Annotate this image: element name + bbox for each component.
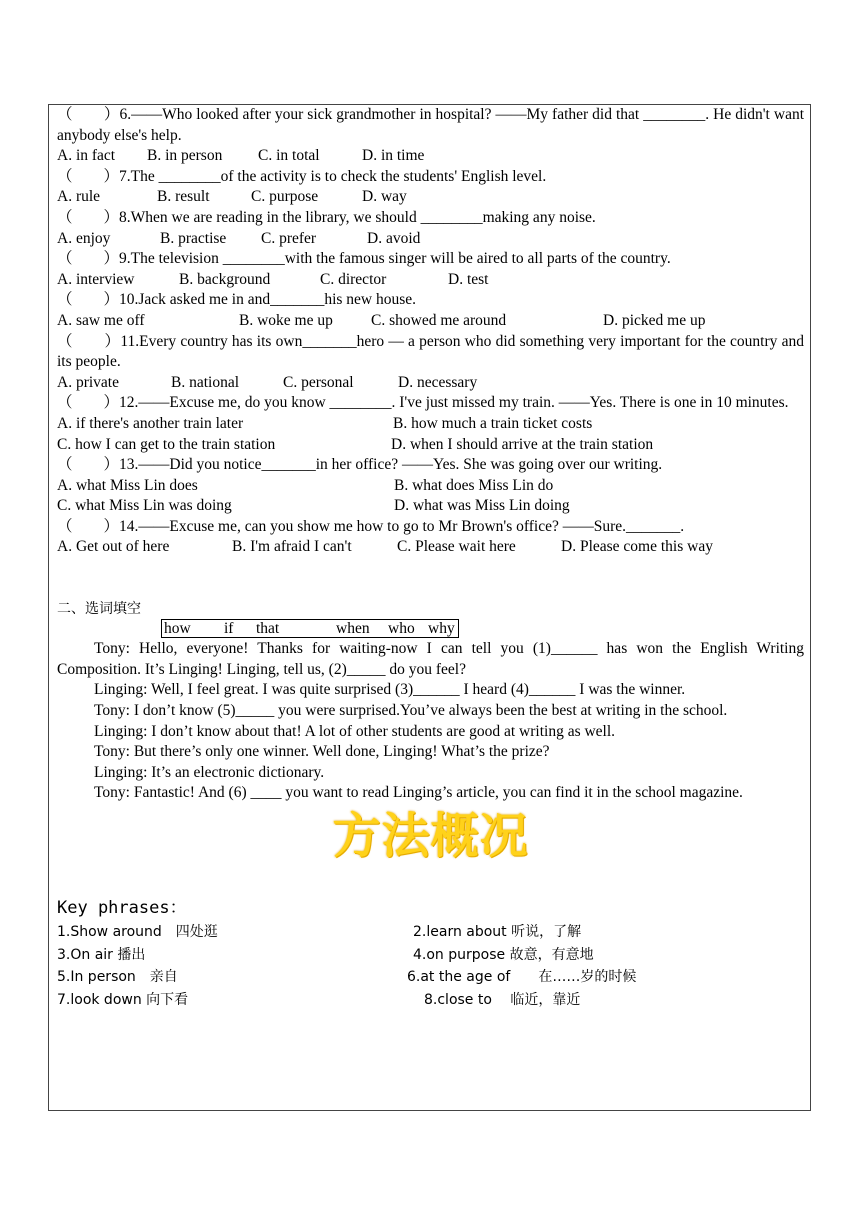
option-c: C. what Miss Lin was doing [57,497,232,515]
question-7-options [57,187,804,208]
key-phrase-row [57,945,804,968]
option-c: C. purpose [251,188,319,206]
key-phrase: 1.Show around 四处逛 [57,924,218,940]
section-title: 二、选词填空 [57,600,141,617]
question-11-options [57,373,804,394]
key-phrase-row [57,967,804,990]
word-that: that [256,619,280,637]
question-12: （ ）12.——Excuse me, do you know ________. I've just missed my train. ——Yes. There is one in 10 minutes. [57,394,789,412]
key-phrase-row [57,922,804,945]
question-13 [57,455,804,476]
dialogue-line-6: Linging: It’s an electronic dictionary. [94,763,325,781]
option-c: C. personal [283,373,354,391]
dialogue-line-3: Tony: I don’t know (5)_____ you were surprised.You’ve always been the best at writing in the school. [94,702,728,720]
option-c: C. how I can get to the train station [57,435,276,453]
key-phrase: 4.on purpose 故意，有意地 [413,946,594,963]
option-d: D. necessary [398,373,478,391]
question-8-options [57,229,804,250]
question-8-text: （ ）8.When we are reading in the library, we should ________making any noise. [57,208,596,226]
option-c: C. prefer [261,229,317,247]
question-13-text: （ ）13.——Did you notice_______in her office? ——Yes. She was going over our writing. [57,456,663,474]
key-phrase-row [57,990,804,1013]
option-b: B. background [179,270,271,288]
key-phrase: 3.On air 播出 [57,946,146,963]
word-who: who [388,619,415,637]
question-9-options [57,270,804,291]
option-d: D. in time [362,147,425,165]
option-c: C. Please wait here [397,538,516,556]
option-d: D. test [448,270,489,288]
dialogue-line-7: Tony: Fantastic! And (6) ____ you want to read Linging’s article, you can find it in the school magazine. [94,784,743,802]
question-13-options-cd [57,496,804,517]
option-a: A. Get out of here [57,538,170,556]
option-b: B. national [171,373,240,391]
option-b: B. what does Miss Lin do [394,476,554,494]
question-6-options [57,146,804,167]
option-a: A. interview [57,270,135,288]
question-9-text: （ ）9.The television ________with the famous singer will be aired to all parts of the country. [57,250,671,268]
dialogue-line-5: Tony: But there’s only one winner. Well done, Linging! What’s the prize? [94,743,550,761]
option-c: C. showed me around [371,311,507,329]
word-when: when [336,619,370,637]
option-b: B. practise [160,229,227,247]
word-if: if [224,619,234,637]
banner-text: 方法概况 [332,808,529,864]
word-box [161,619,459,638]
method-banner [57,808,804,888]
question-10 [57,290,804,311]
word-why: why [428,619,455,637]
question-7 [57,167,804,188]
option-b: B. I'm afraid I can't [232,538,352,556]
key-phrase: 2.learn about 听说，了解 [413,924,582,940]
option-b: B. in person [147,147,223,165]
dialogue-line-1: Tony: Hello, everyone! Thanks for waiting-now I can tell you (1)______ has won the English Writing Composition. It’s Linging! Linging, tell us, (2)_____ do you feel? [57,640,804,678]
option-b: B. woke me up [239,311,333,329]
key-phrases-title: Key phrases： [57,898,187,918]
option-d: D. picked me up [603,311,706,329]
question-13-options-ab [57,476,804,497]
key-phrase: 8.close to 临近，靠近 [424,991,581,1008]
option-a: A. if there's another train later [57,414,244,432]
question-10-text: （ ）10.Jack asked me in and_______his new house. [57,291,417,309]
option-a: A. in fact [57,147,116,165]
option-d: D. what was Miss Lin doing [394,497,570,515]
question-11: （ ）11.Every country has its own_______hero — a person who did something very important for the country and its people. [57,332,804,371]
document-content [57,105,804,1012]
option-a: A. saw me off [57,311,145,329]
question-14-options [57,537,804,558]
dialogue-line-2: Linging: Well, I feel great. I was quite surprised (3)______ I heard (4)______ I was the winner. [94,681,686,699]
question-9 [57,249,804,270]
question-14: （ ）14.——Excuse me, can you show me how to go to Mr Brown's office? ——Sure._______. [57,517,685,535]
option-d: D. avoid [367,229,421,247]
word-how: how [164,619,191,637]
option-a: A. rule [57,188,101,206]
key-phrase: 7.look down 向下看 [57,991,189,1008]
spacer [57,558,804,579]
question-7-text: （ ）7.The ________of the activity is to check the students' English level. [57,167,547,185]
option-a: A. what Miss Lin does [57,476,198,494]
question-8 [57,208,804,229]
option-b: B. how much a train ticket costs [393,414,593,432]
option-d: D. Please come this way [561,538,713,556]
question-12-options-cd [57,435,804,456]
option-c: C. in total [258,147,320,165]
key-phrase: 6.at the age of 在……岁的时候 [407,969,637,985]
key-phrase: 5.In person 亲自 [57,969,178,985]
question-6: （ ）6.——Who looked after your sick grandmother in hospital? ——My father did that ________. He didn't want anybody else's help. [57,106,804,144]
option-a: A. private [57,373,119,391]
option-b: B. result [157,188,210,206]
dialogue-line-4: Linging: I don’t know about that! A lot of other students are good at writing as well. [94,722,616,740]
option-a: A. enjoy [57,229,111,247]
question-12-options-ab [57,414,804,435]
option-d: D. way [362,188,407,206]
word-box-row [57,619,804,640]
option-d: D. when I should arrive at the train station [391,435,654,453]
option-c: C. director [320,270,387,288]
question-10-options [57,311,804,332]
